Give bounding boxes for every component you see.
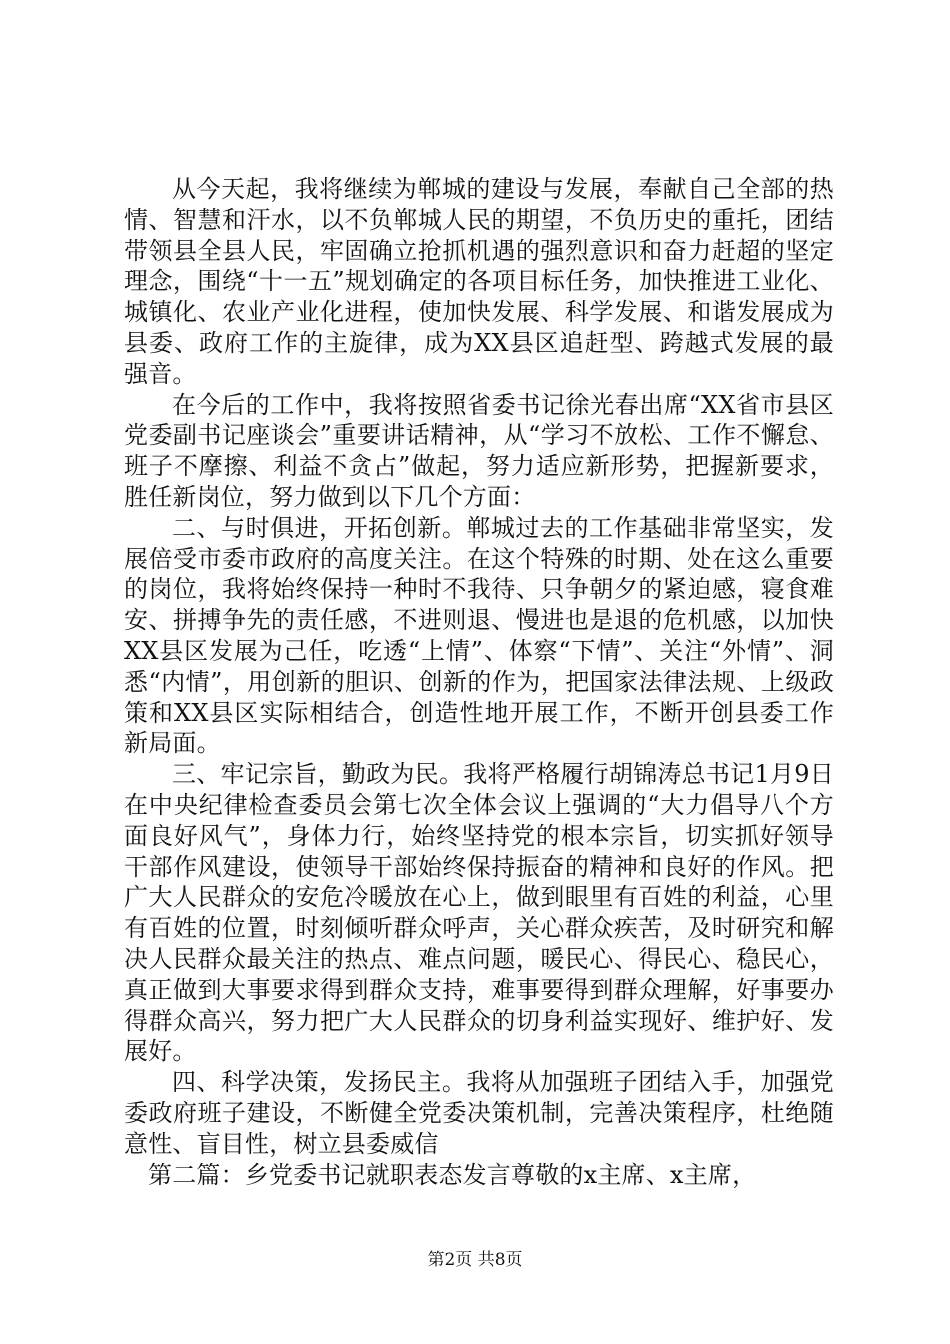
page-footer: 第2页 共8页 [427,1250,523,1270]
paragraph-4: 三、牢记宗旨，勤政为民。我将严格履行胡锦涛总书记1月9日在中央纪律检查委员会第七次全体会议上强调的“大力倡导八个方面良好风气”，身体力行，始终坚持党的根本宗旨，切实抓好领导干部作风建设，使领导干部始终保持振奋的精神和良好的作风。把广大人民群众的安危冷暖放在心上，做到眼里有百姓的利益，心里有百姓的位置，时刻倾听群众呼声，关心群众疾苦，及时研究和解决人民群众最关注的热点、难点问题，暖民心、得民心、稳民心，真正做到大事要求得到群众支持，难事要得到群众理解，好事要办得群众高兴，努力把广大人民群众的切身利益实现好、维护好、发展好。 [124,760,834,1066]
paragraph-3: 二、与时俱进，开拓创新。郸城过去的工作基础非常坚实，发展倍受市委市政府的高度关注。在这个特殊的时期、处在这么重要的岗位，我将始终保持一种时不我待、只争朝夕的紧迫感，寝食难安、拼搏争先的责任感，不进则退、慢进也是退的危机感，以加快XX县区发展为己任，吃透“上情”、体察“下情”、关注“外情”、洞悉“内情”，用创新的胆识、创新的作为，把国家法律法规、上级政策和XX县区实际相结合，创造性地开展工作，不断开创县委工作新局面。 [124,513,834,758]
document-body [124,174,834,1190]
paragraph-5: 四、科学决策，发扬民主。我将从加强班子团结入手，加强党委政府班子建设，不断健全党委决策机制，完善决策程序，杜绝随意性、盲目性，树立县委威信 [124,1068,834,1158]
paragraph-2: 在今后的工作中，我将按照省委书记徐光春出席“XX省市县区党委副书记座谈会”重要讲话精神，从“学习不放松、工作不懈怠、班子不摩擦、利益不贪占”做起，努力适应新形势，把握新要求，胜任新岗位，努力做到以下几个方面： [124,390,834,511]
paragraph-6: 第二篇：乡党委书记就职表态发言尊敬的x主席、x主席， [148,1160,757,1189]
paragraph-1: 从今天起，我将继续为郸城的建设与发展，奉献自己全部的热情、智慧和汗水，以不负郸城人民的期望，不负历史的重托，团结带领县全县人民，牢固确立抢抓机遇的强烈意识和奋力赶超的坚定理念，围绕“十一五”规划确定的各项目标任务，加快推进工业化、城镇化、农业产业化进程，使加快发展、科学发展、和谐发展成为县委、政府工作的主旋律，成为XX县区追赶型、跨越式发展的最强音。 [124,175,834,388]
